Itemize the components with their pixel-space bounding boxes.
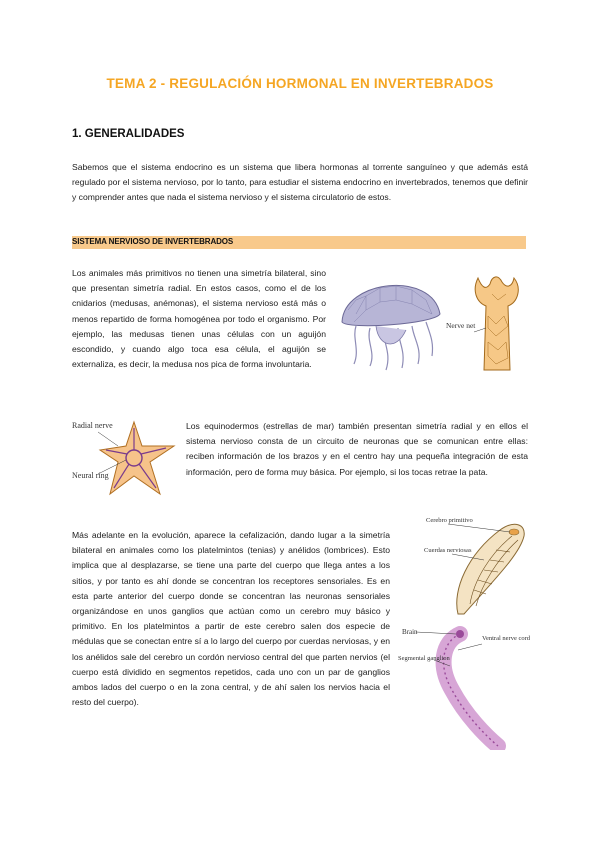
segmental-ganglion-label: Segmental ganglion <box>398 655 450 662</box>
ventral-nerve-cord-label: Ventral nerve cord <box>482 635 531 642</box>
section-heading-sistema-nervioso: SISTEMA NERVIOSO DE INVERTEBRADOS <box>72 237 234 246</box>
nerve-net-label: Nerve net <box>446 321 476 330</box>
worms-figure <box>394 510 534 750</box>
section-heading-generalidades: 1. GENERALIDADES <box>72 128 185 140</box>
paragraph-equinodermos: Los equinodermos (estrellas de mar) también presentan simetría radial y en ellos el sistema nervioso consta de un circuito de neuronas que se comunican entre ellas: reciben información de los brazos y en el centro hay una pequeña integración de esta información, pero de forma muy básica. Por ejemplo, si los tocas retrae la pata. <box>186 421 528 477</box>
paragraph-generalidades: Sabemos que el sistema endocrino es un sistema que libera hormonas al torrente sanguíneo y que además está regulado por el sistema nervioso, por lo tanto, para estudiar el sistema endocrino en invertebrados, tenemos que definir y comprender antes que nada el sistema nervioso y el sistema circulatorio de estos. <box>72 162 528 203</box>
page-title: TEMA 2 - REGULACIÓN HORMONAL EN INVERTEBRADOS <box>106 76 494 91</box>
paragraph-cefalizacion: Más adelante en la evolución, aparece la cefalización, dando lugar a la simetría bilateral en animales como los platelmintos (tenias) y anélidos (lombrices). Esto implica que al desplazarse, se tiene una parte del cuerpo que llega antes a los sitios, y por tanto es ahí donde se concentran los receptores sensoriales. Es en esta parte anterior del cuerpo donde se concentran las neuronas sensoriales organizándose en unos ganglios que actúan como un cerebro muy básico y primitivo. En los platelmintos a partir de este cerebro salen dos especie de médulas que se conectan entre sí a lo largo del cuerpo por cuerdas nerviosas, y en los anélidos sale del cerebro un cordón nervioso central del que parten nervios (el cuerpo está dividido en segmentos repetidos, cada uno con un par de ganglios ambos lados del cuerpo o en la zona central, y de ahí salen los nervios hacia el resto del cuerpo). <box>72 530 390 708</box>
neural-ring-label: Neural ring <box>72 471 109 480</box>
cerebro-primitivo-label: Cerebro primitivo <box>426 517 473 524</box>
paragraph-cnidarios: Los animales más primitivos no tienen una simetría bilateral, sino que presentan simetría radial. En estos casos, como el de los cnidarios (medusas, anémonas), el sistema nervioso está más o menos repartido de forma homogénea por todo el organismo. Por ejemplo, las medusas tienen unas células con un aguijón escondido, y cuando algo toca esa célula, el aguijón se externaliza, es decir, la medusa nos pica de forma involuntaria. <box>72 268 326 370</box>
brain-label: Brain <box>402 628 418 636</box>
radial-nerve-label: Radial nerve <box>72 421 113 430</box>
jellyfish-figure <box>336 266 536 374</box>
cuerdas-nerviosas-label: Cuerdas nerviosas <box>424 547 472 554</box>
section-bar-sistema-nervioso <box>72 236 526 249</box>
starfish-figure <box>72 416 182 502</box>
